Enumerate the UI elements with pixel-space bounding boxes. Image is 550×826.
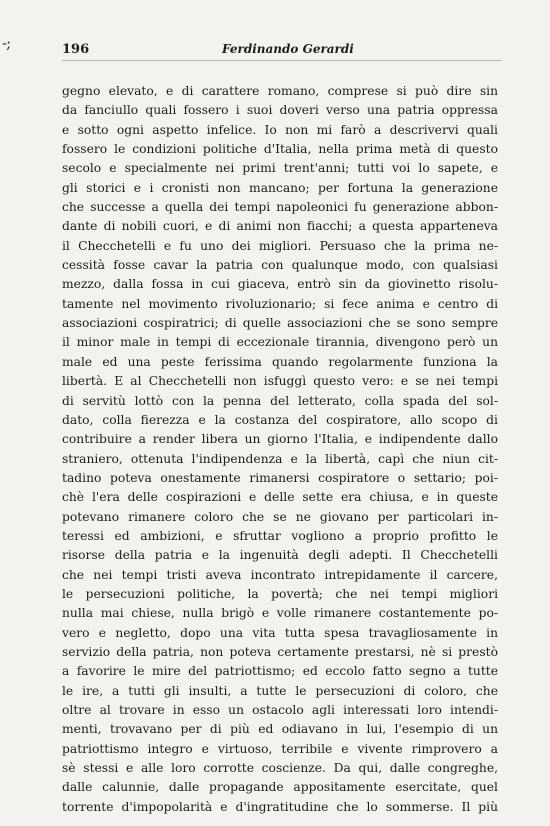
text-line: cessità fosse cavar la patria con qualunque modo, con qualsiasi [62, 258, 498, 273]
text-line: a favorire le mire del patriottismo; ed eccolo fatto segno a tutte [62, 664, 498, 679]
text-line: menti, trovavano per di più ed odiavano in lui, l'esempio di un [62, 722, 498, 737]
text-line: torrente d'impopolarità e d'ingratitudine che lo sommerse. Il più [62, 799, 498, 814]
text-line: mezzo, dalla fossa in cui giaceva, entrò sin da giovinetto risolu- [62, 277, 498, 292]
text-line: chè l'era delle cospirazioni e delle sette era chiusa, e in queste [62, 490, 498, 505]
text-line: gegno elevato, e di carattere romano, comprese si può dire sin [62, 84, 498, 98]
body-paragraph [62, 82, 498, 817]
text-line: che successe a quella dei tempi napoleonici fu generazione abbon- [62, 200, 498, 215]
text-line: associazioni cospiratrici; di quelle associazioni che se sono sempre [62, 316, 498, 331]
text-line: da fanciullo quali fossero i suoi doveri verso una patria oppressa [62, 103, 498, 118]
text-line: potevano rimanere coloro che se ne giovano per particolari in- [62, 509, 498, 524]
text-line: patriottismo integro e virtuoso, terribile e vivente rimprovero a [62, 741, 498, 756]
text-line: il minor male in tempi di eccezionale tirannia, divengono però un [62, 335, 498, 350]
text-line: vero e negletto, dopo una vita tutta spesa travagliosamente in [62, 625, 498, 640]
text-line: dante di nobili cuori, e di animi non fiacchi; a questa apparteneva [62, 219, 498, 234]
text-line: servizio della patria, non poteva certamente prestarsi, nè si prestò [62, 644, 498, 659]
text-line: nulla mai chiese, nulla brigò e volle rimanere costantemente po- [62, 606, 498, 621]
text-line: il Checchetelli e fu uno dei migliori. Persuaso che la prima ne- [62, 238, 498, 253]
text-line: libertà. E al Checchetelli non isfuggì questo vero: e se nei tempi [62, 374, 498, 389]
text-line: di servitù lottò con la penna del letterato, colla spada del sol- [62, 393, 498, 408]
text-line: teressi ed ambizioni, e sfruttar vogliono a proprio profitto le [62, 528, 498, 543]
text-line: sè stessi e alle loro corrotte coscienze. Da qui, dalle congreghe, [62, 761, 498, 776]
text-line: male ed una peste ferissima quando regolarmente funziona la [62, 354, 498, 369]
running-head: Ferdinando Gerardi [222, 42, 354, 56]
text-line: le persecuzioni politiche, la povertà; che nei tempi migliori [62, 586, 498, 601]
text-line: straniero, ottenuta l'indipendenza e la libertà, capì che niun cit- [62, 451, 498, 466]
text-line: oltre al trovare in esso un ostacolo agli interessati loro intendi- [62, 703, 498, 717]
page-header [62, 40, 502, 62]
margin-mark: -; [2, 34, 11, 52]
text-line: che nei tempi tristi aveva incontrato intrepidamente il carcere, [62, 567, 498, 582]
header-rule [62, 60, 502, 61]
text-line: fossero le condizioni politiche d'Italia, nella prima metà di questo [62, 142, 498, 157]
text-line: e sotto ogni aspetto infelice. Io non mi farò a descrivervi quali [62, 122, 498, 137]
text-line: risorse della patria e la ingenuità degli adepti. Il Checchetelli [62, 548, 498, 563]
text-line: contribuire a render libera un giorno l'Italia, e indipendente dallo [62, 432, 498, 447]
text-line: tamente nel movimento rivoluzionario; si fece anima e centro di [62, 296, 498, 311]
text-line: tadino poteva onestamente rimanersi cospiratore o settario; poi- [62, 470, 498, 485]
page-number: 196 [62, 42, 90, 57]
text-line: le ire, a tutti gli insulti, a tutte le persecuzioni di coloro, che [62, 683, 498, 698]
text-line: secolo e specialmente nei primi trent'anni; tutti voi lo sapete, e [62, 161, 498, 176]
text-line: gli storici e i cronisti non mancano; per fortuna la generazione [62, 180, 498, 195]
text-line: dato, colla fierezza e la costanza del cospiratore, allo scopo di [62, 412, 498, 427]
text-line: dalle calunnie, dalle propagande appositamente esercitate, quel [62, 780, 498, 795]
